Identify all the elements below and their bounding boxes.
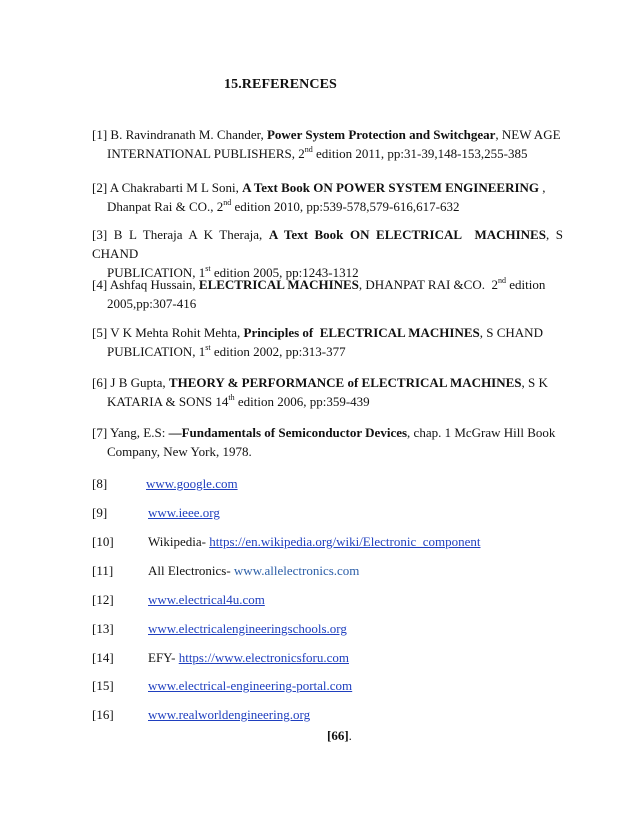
ref-pages: 2005,pp:307-416 [107,296,197,311]
reference-2 [92,178,563,216]
ref-continuation [92,442,563,461]
ref-author: V K Mehta Rohit Mehta, [110,325,241,340]
ref-edition-label: edition [505,277,546,292]
reference-7 [92,423,563,461]
ref-number: [9] [92,505,108,520]
ref-publisher-line: INTERNATIONAL PUBLISHERS, 2 [107,146,305,161]
page-number-suffix: . [348,728,352,743]
ref-number: [1] [92,127,108,142]
ref-number: [3] [92,227,108,242]
reference-6 [92,373,563,411]
ref-publisher: , NEW AGE [495,127,561,142]
ref-number: [11] [92,563,114,578]
ref-publisher: , S CHAND [479,325,543,340]
ref-title: Principles of ELECTRICAL MACHINES [243,325,480,340]
ref-link[interactable]: https://en.wikipedia.org/wiki/Electronic_component [209,534,481,549]
reference-3 [92,225,563,282]
ref-number: [15] [92,678,114,693]
ref-edition-sup: nd [497,275,506,285]
reference-1 [92,125,563,163]
page-number-value: [66] [327,728,349,743]
ref-publisher-line: Company, New York, 1978. [107,444,252,459]
ref-continuation [92,392,563,411]
page-number [327,728,352,744]
ref-title: ―Fundamentals of Semiconductor Devices [168,425,408,440]
ref-edition-sup: nd [304,144,313,154]
reference-13 [92,619,347,638]
ref-pages: edition 2002, pp:313-377 [210,344,346,359]
ref-title: A Text Book ON POWER SYSTEM ENGINEERING [242,180,540,195]
ref-title: Power System Protection and Switchgear [266,127,496,142]
ref-publisher: , DHANPAT RAI &CO. 2 [358,277,498,292]
ref-continuation [92,144,563,163]
ref-number: [10] [92,534,114,549]
ref-number: [7] [92,425,108,440]
ref-publisher: , S CHAND [92,227,564,261]
reference-11 [92,561,359,580]
reference-16 [92,705,310,724]
ref-pages: edition 2006, pp:359-439 [234,394,370,409]
ref-author: B. Ravindranath M. Chander, [110,127,264,142]
ref-link[interactable]: www.google.com [146,476,238,491]
reference-10 [92,532,480,551]
ref-number: [8] [92,476,108,491]
ref-publisher: , chap. 1 McGraw Hill Book [407,425,556,440]
reference-14 [92,648,349,667]
ref-publisher-line: PUBLICATION, 1 [107,265,206,280]
ref-continuation [92,342,563,361]
ref-prefix: All Electronics- [148,563,234,578]
ref-number: [6] [92,375,108,390]
ref-link[interactable]: https://www.electronicsforu.com [178,650,349,665]
ref-edition-sup: st [205,342,211,352]
reference-4 [92,275,563,313]
ref-author: Ashfaq Hussain, [109,277,196,292]
ref-number: [12] [92,592,114,607]
ref-link[interactable]: www.ieee.org [148,505,220,520]
ref-publisher-line: PUBLICATION, 1 [107,344,206,359]
ref-author: B L Theraja A K Theraja, [113,227,263,242]
reference-8 [92,474,238,493]
ref-number: [4] [92,277,108,292]
ref-link[interactable]: www.electrical4u.com [148,592,265,607]
reference-15 [92,676,352,695]
ref-edition-sup: nd [223,197,232,207]
ref-number: [2] [92,180,108,195]
ref-pages: edition 2010, pp:539-578,579-616,617-632 [231,199,460,214]
ref-prefix: EFY- [148,650,179,665]
ref-number: [14] [92,650,114,665]
reference-5 [92,323,563,361]
ref-publisher: , S K [521,375,548,390]
ref-number: [5] [92,325,108,340]
ref-number: [16] [92,707,114,722]
ref-publisher-line: Dhanpat Rai & CO., 2 [107,199,224,214]
ref-pages: edition 2005, pp:1243-1312 [210,265,359,280]
ref-edition-sup: th [228,392,235,402]
ref-continuation [92,197,563,216]
page-heading: 15.REFERENCES [224,77,337,92]
ref-number: [13] [92,621,114,636]
ref-title: ELECTRICAL MACHINES [198,277,359,292]
ref-title: THEORY & PERFORMANCE of ELECTRICAL MACHINES [168,375,522,390]
ref-pages: edition 2011, pp:31-39,148-153,255-385 [312,146,528,161]
ref-continuation [92,294,563,313]
reference-12 [92,590,265,609]
ref-prefix: Wikipedia- [148,534,210,549]
ref-link[interactable]: www.realworldengineering.org [148,707,311,722]
reference-9 [92,503,220,522]
ref-edition-sup: st [205,263,211,273]
ref-title: A Text Book ON ELECTRICAL MACHINES [268,227,546,242]
ref-link[interactable]: www.electricalengineeringschools.org [148,621,347,636]
ref-author: J B Gupta, [110,375,166,390]
ref-author: A Chakrabarti M L Soni, [109,180,239,195]
ref-link[interactable]: www.electrical-engineering-portal.com [148,678,353,693]
ref-publisher-line: KATARIA & SONS 14 [107,394,229,409]
ref-author: Yang, E.S: [109,425,166,440]
ref-publisher: , [539,180,546,195]
ref-link[interactable]: www.allelectronics.com [233,563,360,578]
